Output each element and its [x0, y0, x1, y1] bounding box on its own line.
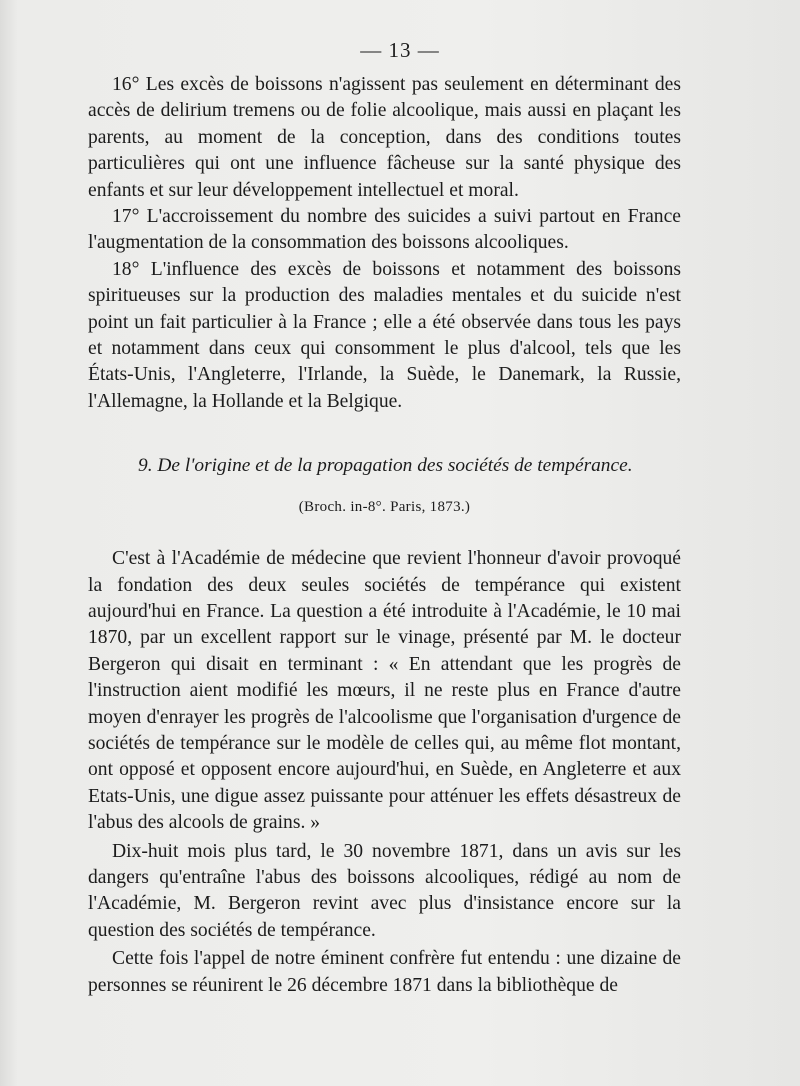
paragraph-18: 18° L'influence des excès de boissons et notamment des boissons spiritueuses sur la production des maladies mentales et du suicide n'est point un fait particulier à la France ; elle a été observée dans tous les pays et notamment dans ceux qui consomment le plus d'alcool, tels que les États-Unis, l'Angleterre, l'Irlande, la Suède, le Danemark, la Russie, l'Allemagne, la Hollande et la Belgique. [88, 258, 681, 412]
paragraph-17: 17° L'accroissement du nombre des suicides a suivi partout en France l'augmentation de la consommation des boissons alcooliques. [88, 206, 681, 254]
section-heading [88, 453, 681, 479]
section-number: 9. [138, 455, 153, 477]
page-number: — 13 — [360, 38, 440, 62]
section-subtitle: (Broch. in-8°. Paris, 1873.) [298, 498, 471, 515]
paragraph-academie: C'est à l'Académie de médecine que revient l'honneur d'avoir provoqué la fondation des deux seules sociétés de tempérance qui existent aujourd'hui en France. La question a été introduite à l'Académie, le 10 mai 1870, par un excellent rapport sur le vinage, présenté par M. le docteur Bergeron qui disait en terminant : « En attendant que les progrès de l'instruction aient modifié les mœurs, il ne reste plus en France d'autre moyen d'enrayer les progrès de l'alcoolisme que l'organisation d'urgence de sociétés de tempérance sur le modèle de celles qui, au même flot montant, ont opposé et opposent encore aujourd'hui, en Suède, en Angleterre et aux Etats-Unis, une digue assez puissante pour atténuer les effets désastreux de l'abus des alcools de grains. » [88, 548, 681, 834]
section-title: De l'origine et de la propagation des sociétés de tempérance. [157, 455, 633, 477]
paragraph-16: 16° Les excès de boissons n'agissent pas seulement en déterminant des accès de delirium tremens ou de folie alcoolique, mais aussi en plaçant les parents, au moment de la conception, dans des conditions toutes particulières qui ont une influence fâcheuse sur la santé physique des enfants et sur leur développement intellectuel et moral. [88, 74, 681, 201]
body-text [88, 72, 681, 999]
paragraph-dix-huit-mois: Dix-huit mois plus tard, le 30 novembre 1871, dans un avis sur les dangers qu'entraîne l'abus des boissons alcooliques, rédigé au nom de l'Académie, M. Bergeron revint avec plus d'insistance encore sur la question des sociétés de tempérance. [88, 840, 681, 941]
paragraph-cette-fois: Cette fois l'appel de notre éminent confrère fut entendu : une dizaine de personnes se réunirent le 26 décembre 1871 dans la bibliothèque de [88, 948, 681, 996]
